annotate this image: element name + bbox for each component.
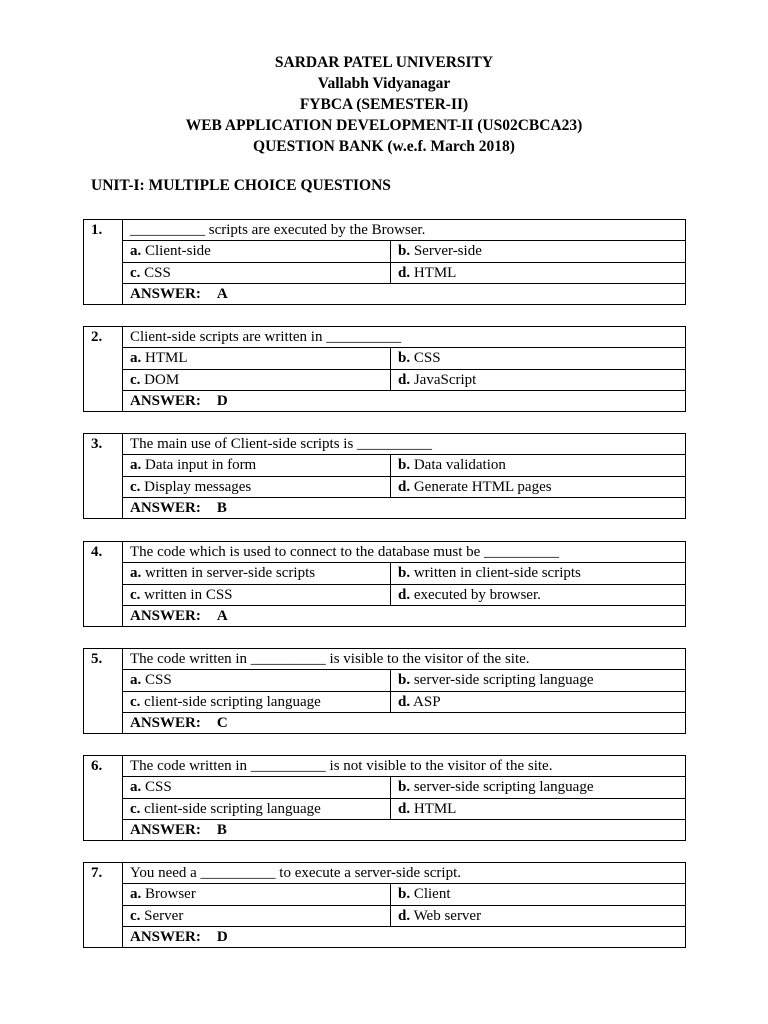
- question-number: 6.: [84, 756, 123, 841]
- answer-row: [123, 926, 686, 947]
- question-table: [83, 755, 686, 841]
- question-text: Client-side scripts are written in __________: [123, 327, 686, 348]
- option-c: [123, 262, 391, 283]
- option-letter: a.: [130, 350, 142, 367]
- question-text: The code written in __________ is visible to the visitor of the site.: [123, 649, 686, 670]
- option-b: [391, 241, 686, 262]
- question-text: The main use of Client-side scripts is __________: [123, 434, 686, 455]
- option-b: [391, 777, 686, 798]
- option-letter: d.: [398, 264, 411, 281]
- subject-name: WEB APPLICATION DEVELOPMENT-II (US02CBCA23): [185, 117, 583, 134]
- option-c: [123, 369, 391, 390]
- option-a: [123, 884, 391, 905]
- option-letter: d.: [398, 371, 411, 388]
- option-text: client-side scripting language: [144, 800, 321, 817]
- question-number: 2.: [84, 327, 123, 412]
- answer-label: ANSWER:: [130, 608, 201, 625]
- option-a: [123, 670, 391, 691]
- answer-label: ANSWER:: [130, 286, 201, 303]
- option-text: written in client-side scripts: [413, 565, 581, 582]
- answer-row: [123, 283, 686, 304]
- answer-label: ANSWER:: [130, 393, 201, 410]
- answer-row: [123, 712, 686, 733]
- answer-value: A: [216, 286, 228, 303]
- option-text: CSS: [145, 779, 172, 796]
- question-table: [83, 433, 686, 519]
- answer-row: [123, 390, 686, 411]
- answer-value: B: [216, 500, 227, 517]
- question-text: The code written in __________ is not visible to the visitor of the site.: [123, 756, 686, 777]
- option-letter: a.: [130, 565, 142, 582]
- option-letter: b.: [398, 565, 411, 582]
- option-d: [391, 691, 686, 712]
- option-text: Client: [413, 886, 451, 903]
- option-b: [391, 348, 686, 369]
- option-text: Client-side: [145, 243, 211, 260]
- question-number: 7.: [84, 863, 123, 948]
- question-number: 4.: [84, 542, 123, 627]
- answer-row: [123, 819, 686, 840]
- option-b: [391, 670, 686, 691]
- option-letter: d.: [398, 800, 411, 817]
- question-number: 1.: [84, 220, 123, 305]
- option-text: Web server: [413, 907, 482, 924]
- question-number: 3.: [84, 434, 123, 519]
- option-letter: c.: [130, 693, 141, 710]
- answer-value: B: [216, 822, 227, 839]
- university-name: SARDAR PATEL UNIVERSITY: [274, 54, 494, 71]
- option-b: [391, 455, 686, 476]
- option-letter: b.: [398, 243, 411, 260]
- option-letter: b.: [398, 779, 411, 796]
- option-text: Browser: [145, 886, 196, 903]
- option-a: [123, 348, 391, 369]
- option-text: server-side scripting language: [413, 672, 594, 689]
- option-text: CSS: [144, 264, 171, 281]
- option-text: Generate HTML pages: [413, 478, 552, 495]
- option-text: Server-side: [413, 243, 482, 260]
- option-text: ASP: [413, 693, 441, 710]
- option-letter: d.: [398, 693, 411, 710]
- question-table: [83, 648, 686, 734]
- option-d: [391, 369, 686, 390]
- option-d: [391, 476, 686, 497]
- option-text: CSS: [145, 672, 172, 689]
- option-text: Server: [144, 907, 184, 924]
- option-text: HTML: [413, 800, 457, 817]
- option-c: [123, 584, 391, 605]
- option-letter: a.: [130, 672, 142, 689]
- unit-title: UNIT-I: MULTIPLE CHOICE QUESTIONS: [91, 177, 391, 194]
- option-text: DOM: [144, 371, 180, 388]
- question-number: 5.: [84, 649, 123, 734]
- option-letter: b.: [398, 886, 411, 903]
- university-location: Vallabh Vidyanagar: [317, 75, 451, 92]
- option-text: written in server-side scripts: [145, 565, 316, 582]
- option-letter: d.: [398, 907, 411, 924]
- answer-label: ANSWER:: [130, 500, 201, 517]
- option-letter: a.: [130, 457, 142, 474]
- course-name: FYBCA (SEMESTER-II): [299, 96, 469, 113]
- answer-row: [123, 605, 686, 626]
- option-text: Data validation: [413, 457, 506, 474]
- option-letter: c.: [130, 907, 141, 924]
- option-text: JavaScript: [413, 371, 477, 388]
- answer-label: ANSWER:: [130, 715, 201, 732]
- option-letter: c.: [130, 478, 141, 495]
- question-text: The code which is used to connect to the database must be __________: [123, 542, 686, 563]
- option-letter: c.: [130, 371, 141, 388]
- option-c: [123, 476, 391, 497]
- answer-label: ANSWER:: [130, 822, 201, 839]
- option-c: [123, 798, 391, 819]
- option-text: server-side scripting language: [413, 779, 594, 796]
- option-text: written in CSS: [144, 586, 233, 603]
- option-a: [123, 777, 391, 798]
- answer-value: A: [216, 608, 228, 625]
- option-d: [391, 262, 686, 283]
- option-letter: b.: [398, 457, 411, 474]
- option-d: [391, 584, 686, 605]
- document-header: [0, 52, 768, 157]
- option-text: HTML: [145, 350, 188, 367]
- answer-label: ANSWER:: [130, 929, 201, 946]
- option-c: [123, 691, 391, 712]
- option-letter: a.: [130, 243, 142, 260]
- option-a: [123, 563, 391, 584]
- option-letter: c.: [130, 800, 141, 817]
- answer-value: D: [216, 929, 228, 946]
- question-table: [83, 219, 686, 305]
- option-letter: c.: [130, 586, 141, 603]
- option-text: executed by browser.: [413, 586, 541, 603]
- option-letter: b.: [398, 672, 411, 689]
- option-c: [123, 905, 391, 926]
- option-letter: c.: [130, 264, 141, 281]
- option-d: [391, 905, 686, 926]
- option-letter: b.: [398, 350, 411, 367]
- answer-row: [123, 497, 686, 518]
- option-letter: a.: [130, 886, 142, 903]
- option-letter: d.: [398, 586, 411, 603]
- option-letter: a.: [130, 779, 142, 796]
- question-table: [83, 862, 686, 948]
- question-text: You need a __________ to execute a server-side script.: [123, 863, 686, 884]
- option-d: [391, 798, 686, 819]
- option-a: [123, 455, 391, 476]
- answer-value: D: [216, 393, 228, 410]
- option-text: HTML: [413, 264, 457, 281]
- option-letter: d.: [398, 478, 411, 495]
- option-text: client-side scripting language: [144, 693, 321, 710]
- option-text: CSS: [413, 350, 441, 367]
- question-text: __________ scripts are executed by the Browser.: [123, 220, 686, 241]
- question-bank-title: QUESTION BANK (w.e.f. March 2018): [253, 138, 515, 155]
- option-text: Display messages: [144, 478, 252, 495]
- option-text: Data input in form: [145, 457, 257, 474]
- answer-value: C: [216, 715, 228, 732]
- option-b: [391, 884, 686, 905]
- question-table: [83, 326, 686, 412]
- option-a: [123, 241, 391, 262]
- question-table: [83, 541, 686, 627]
- option-b: [391, 563, 686, 584]
